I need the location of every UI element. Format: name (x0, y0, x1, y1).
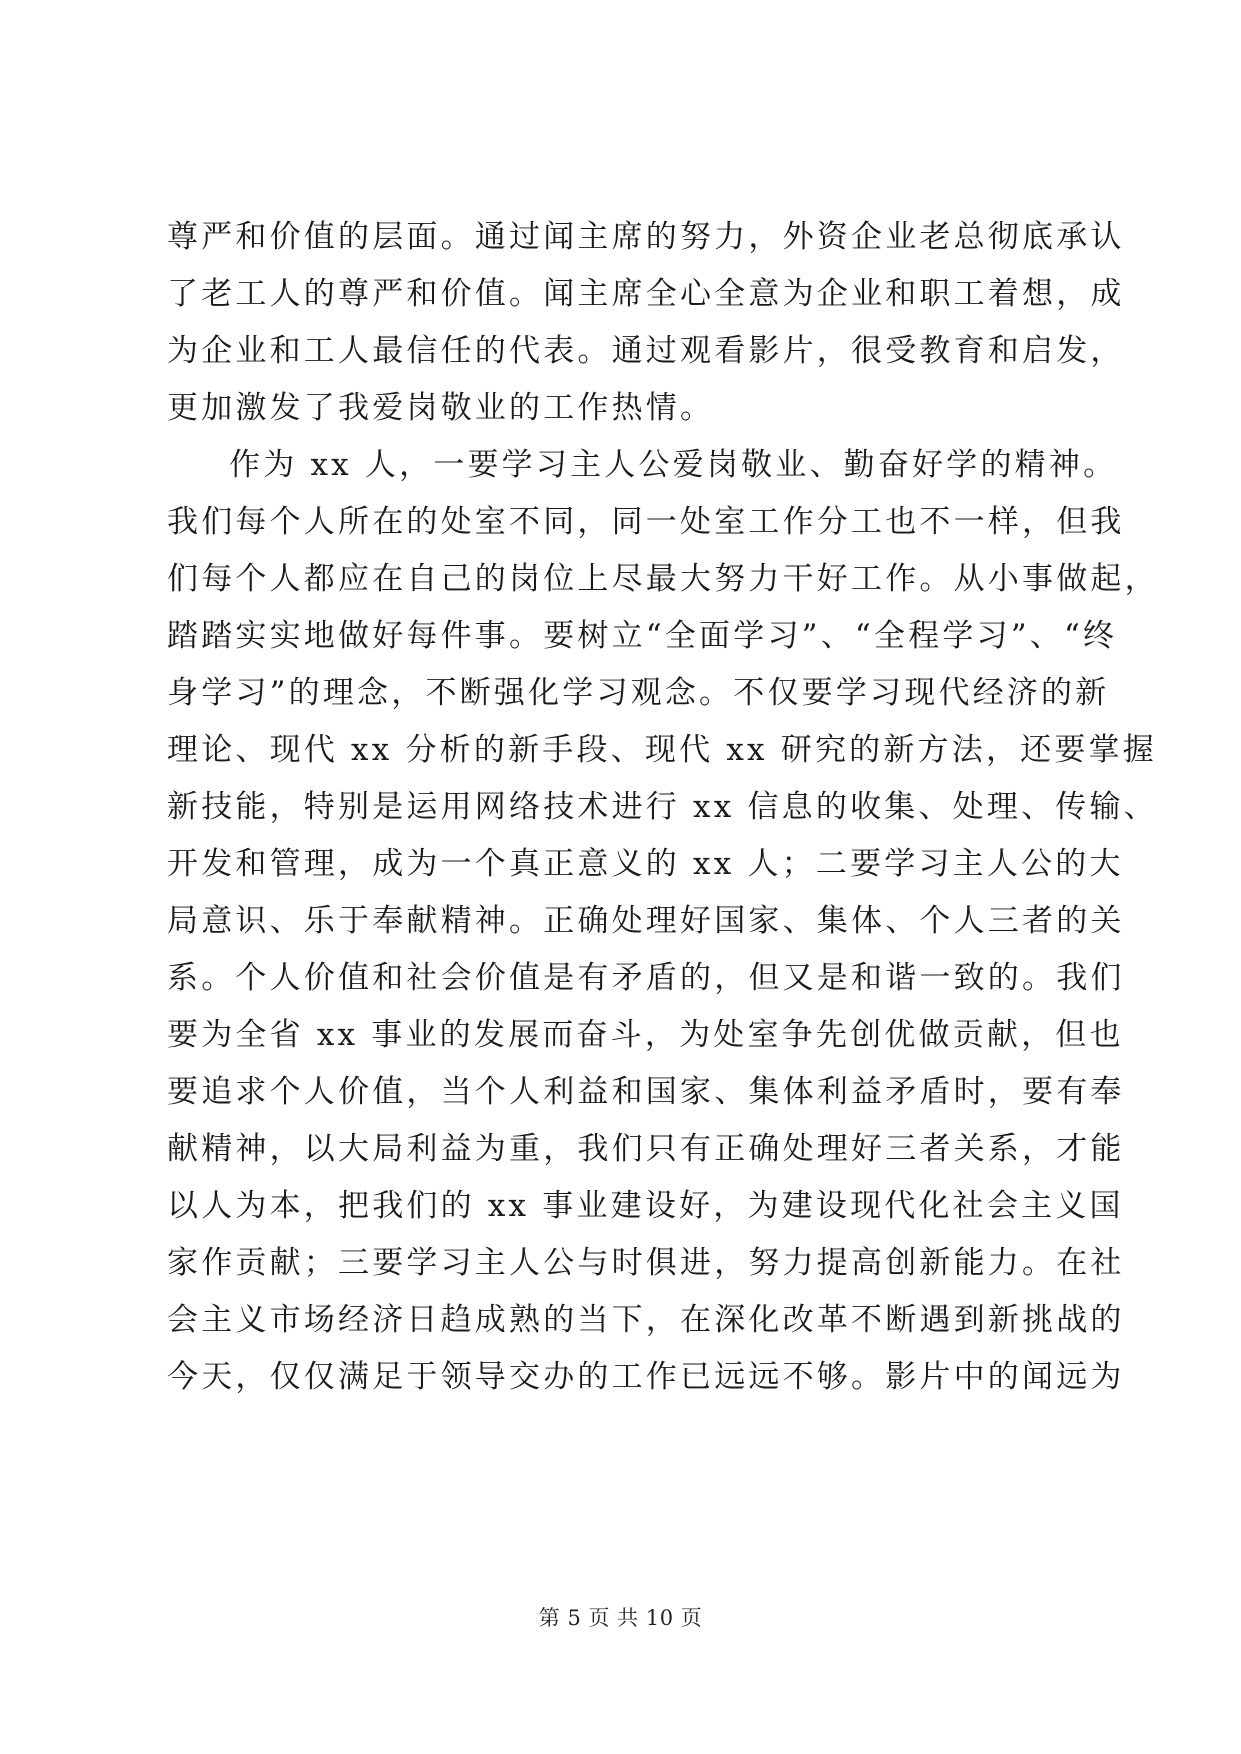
page-number-footer: 第 5 页 共 10 页 (538, 1606, 703, 1630)
body-line: 为企业和工人最信任的代表。通过观看影片，很受教育和启发， (167, 333, 1125, 369)
body-line: 系。个人价值和社会价值是有矛盾的，但又是和谐一致的。我们 (167, 960, 1125, 996)
body-line: 家作贡献；三要学习主人公与时俱进，努力提高创新能力。在社 (167, 1245, 1125, 1281)
body-line: 局意识、乐于奉献精神。正确处理好国家、集体、个人三者的关 (167, 903, 1125, 939)
body-line: 更加激发了我爱岗敬业的工作热情。 (167, 390, 715, 426)
body-line: 踏踏实实地做好每件事。要树立“全面学习”、“全程学习”、“终 (167, 618, 1118, 654)
paragraph-first-line: 作为 xx 人，一要学习主人公爱岗敬业、勤奋好学的精神。 (229, 447, 1118, 483)
body-line: 会主义市场经济日趋成熟的当下，在深化改革不断遇到新挑战的 (167, 1302, 1125, 1338)
body-line: 我们每个人所在的处室不同，同一处室工作分工也不一样，但我 (167, 504, 1125, 540)
body-line: 献精神，以大局利益为重，我们只有正确处理好三者关系，才能 (167, 1131, 1125, 1167)
body-line: 理论、现代 xx 分析的新手段、现代 xx 研究的新方法，还要掌握 (167, 732, 1157, 768)
body-line: 开发和管理，成为一个真正意义的 xx 人；二要学习主人公的大 (167, 846, 1124, 882)
body-line: 以人为本，把我们的 xx 事业建设好，为建设现代化社会主义国 (167, 1188, 1124, 1224)
body-line: 要追求个人价值，当个人利益和国家、集体利益矛盾时，要有奉 (167, 1074, 1125, 1110)
body-line: 了老工人的尊严和价值。闻主席全心全意为企业和职工着想，成 (167, 276, 1125, 312)
body-line: 今天，仅仅满足于领导交办的工作已远远不够。影片中的闻远为 (167, 1359, 1125, 1395)
body-line: 身学习”的理念，不断强化学习观念。不仅要学习现代经济的新 (167, 675, 1110, 711)
body-line: 尊严和价值的层面。通过闻主席的努力，外资企业老总彻底承认 (167, 219, 1125, 255)
body-line: 们每个人都应在自己的岗位上尽最大努力干好工作。从小事做起， (167, 561, 1159, 597)
body-line: 要为全省 xx 事业的发展而奋斗，为处室争先创优做贡献，但也 (167, 1017, 1124, 1053)
body-line: 新技能，特别是运用网络技术进行 xx 信息的收集、处理、传输、 (167, 789, 1158, 825)
